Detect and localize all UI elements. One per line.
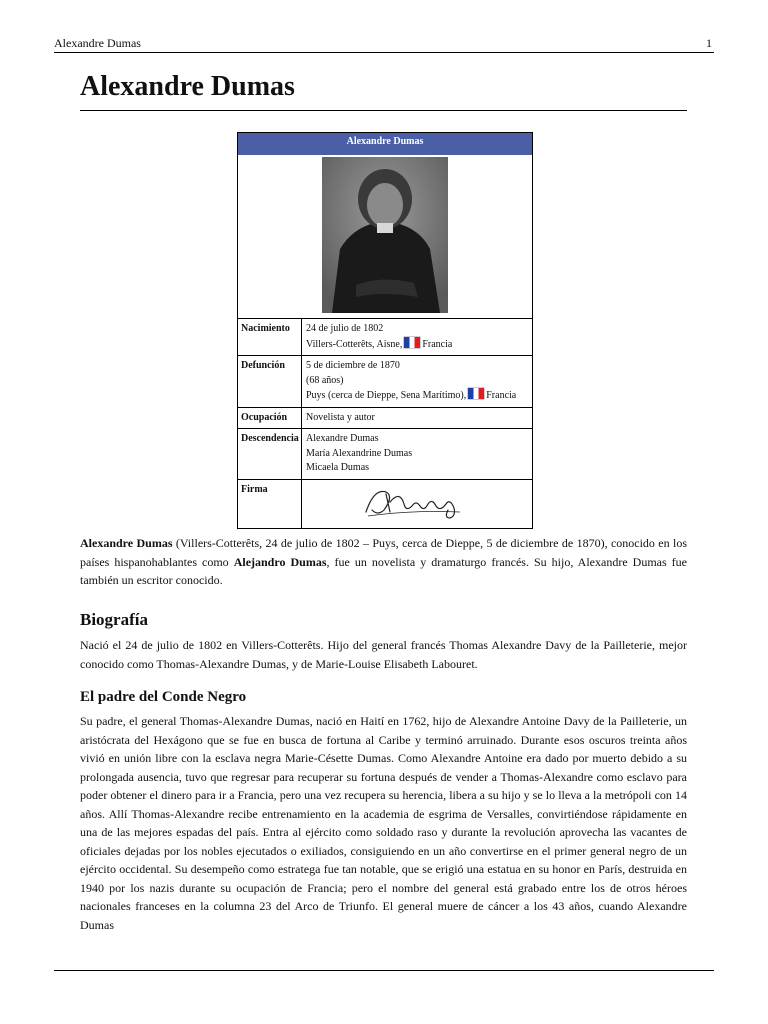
nacimiento-label: Nacimiento <box>238 319 302 355</box>
biografia-paragraph: Nació el 24 de julio de 1802 en Villers-Cotterêts. Hijo del general francés Thomas Alexandre Davy de la Pailleterie, mejor conocido como Thomas-Alexandre Dumas, y de Marie-Louise Elisabeth Labouret. <box>80 638 687 671</box>
page-number: 1 <box>706 36 712 50</box>
descendencia-item: Micaela Dumas <box>306 462 370 473</box>
nacimiento-place: Villers-Cotterêts, Aisne, <box>306 338 403 350</box>
nacimiento-date: 24 de julio de 1802 <box>306 323 384 334</box>
defuncion-country-link[interactable]: Francia <box>486 390 517 401</box>
intro-text-1: (Villers-Cotterêts, 24 de julio de 1802 – Puys, cerca de Dieppe, 5 de diciembre de 1870), conocido en los países hispanohablantes como <box>80 536 687 569</box>
infobox <box>237 132 533 529</box>
padre-paragraph: Su padre, el general Thomas-Alexandre Dumas, nació en Haití en 1762, hijo de Alexandre Antoine Davy de la Pailleterie, un aristócrata del Hexágono que se fue en busca de fortuna al Caribe y terminó arruinado. Durante esos oscuros treinta años vivió en unión libre con la esclava negra Marie-Césette Dumas. Como Alexandre Antoine era dado por muerto debido a su prolongada ausencia, tuvo que regresar para recuperar su fortuna después de vender a Thomas-Alexandre como esclavo para poder obtener el dinero para ir a Francia, pero una vez recupera su herencia, libera a su hijo y se lo lleva a la metrópoli con 14 años. Allí Thomas-Alexandre recibe entrenamiento en la academia de esgrima de Versalles, convirtiéndose rápidamente en una de las mejores espadas del país. Entra al ejército como soldado raso y durante la revolución aprovecha las vacantes de oficiales dejadas por los nobles ejecutados o exiliados, consiguiendo en un año convertirse en el primer general negro de un ejército occidental. Su desempeño como estratega fue tan notable, que se erigió una estatua en su honor en París, destruida en 1940 por los nazis durante su ocupación de Francia; pero el nombre del general está grabado entre los de otros héroes nacionales franceses en la columna 23 del Arco de Triunfo. El general muere de cáncer a los 43 años, cuando Alexandre Dumas <box>80 714 687 932</box>
descendencia-item: María Alexandrine Dumas <box>306 447 413 459</box>
infobox-row-defuncion <box>238 356 532 408</box>
infobox-row-descendencia <box>238 429 532 480</box>
firma-value <box>302 480 532 528</box>
section-heading-biografia: Biografía <box>80 610 148 629</box>
descendencia-value <box>302 429 416 479</box>
nacimiento-country-link[interactable]: Francia <box>422 338 453 350</box>
portrait-photo <box>322 157 448 313</box>
intro-bold-spanish-name: Alejandro Dumas <box>233 554 327 569</box>
infobox-header: Alexandre Dumas <box>238 133 532 155</box>
descendencia-item: Alexandre Dumas <box>306 433 379 444</box>
defuncion-age: (68 años) <box>306 374 344 386</box>
intro-bold-name: Alexandre Dumas <box>80 536 173 550</box>
page-title: Alexandre Dumas <box>80 70 687 111</box>
descendencia-label: Descendencia <box>238 429 302 479</box>
intro-paragraph <box>80 534 687 590</box>
running-header-title: Alexandre Dumas <box>54 36 141 50</box>
ocupacion-value: Novelista y autor <box>306 411 375 423</box>
ocupacion-label: Ocupación <box>238 408 302 429</box>
infobox-row-firma <box>238 480 532 528</box>
infobox-image-cell <box>238 155 532 319</box>
infobox-row-nacimiento <box>238 319 532 356</box>
defuncion-label: Defunción <box>238 356 302 407</box>
footer-divider <box>54 970 714 971</box>
france-flag-icon <box>404 337 420 348</box>
intro-text-2: , fue un novelista y dramaturgo francés. Su hijo, Alexandre Dumas fue también un escritor conocido. <box>80 554 688 587</box>
firma-label: Firma <box>238 480 302 528</box>
section-heading-padre: El padre del Conde Negro <box>80 689 247 705</box>
defuncion-place: Puys (cerca de Dieppe, Sena Marítimo), <box>306 390 467 401</box>
defuncion-value <box>302 356 520 407</box>
signature-image <box>360 482 470 522</box>
infobox-row-ocupacion <box>238 408 532 430</box>
running-header <box>54 36 714 53</box>
nacimiento-value <box>302 319 456 355</box>
france-flag-icon <box>468 388 484 399</box>
defuncion-date: 5 de diciembre de 1870 <box>306 360 400 371</box>
